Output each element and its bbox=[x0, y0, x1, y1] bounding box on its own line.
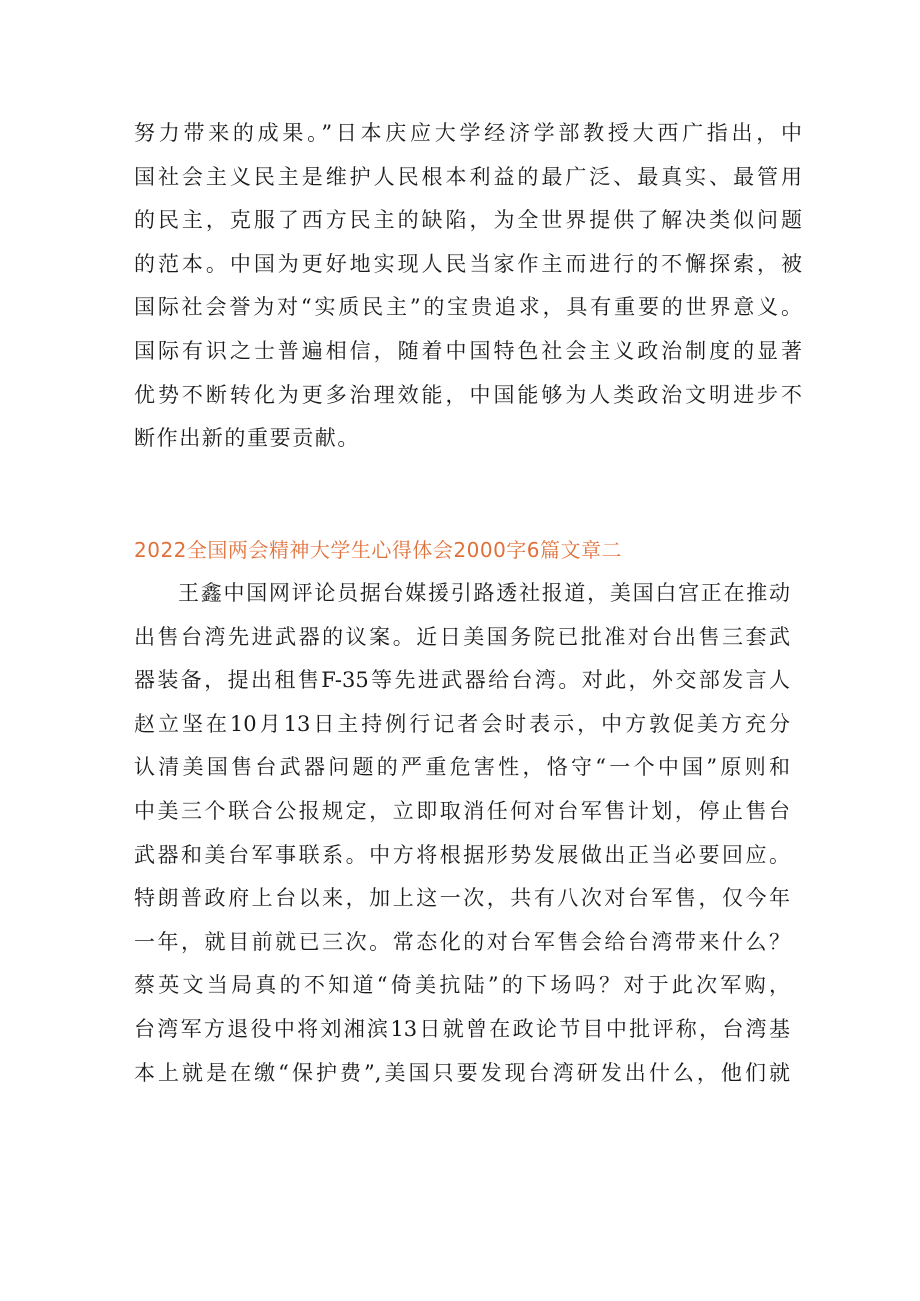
paragraph-line: 蔡英文当局真的不知道“倚美抗陆”的下场吗？对于此次军购， bbox=[134, 973, 790, 998]
paragraph-line: 赵立坚在10月13日主持例行记者会时表示，中方敦促美方充分 bbox=[134, 711, 790, 736]
paragraph-line: 王鑫中国网评论员据台媒援引路透社报道，美国白宫正在推动 bbox=[178, 581, 790, 605]
paragraph-line: 武器和美台军事联系。中方将根据形势发展做出正当必要回应。 bbox=[134, 842, 790, 867]
paragraph-line: 中美三个联合公报规定，立即取消任何对台军售计划，停止售台 bbox=[134, 798, 790, 823]
paragraph-line: 努力带来的成果。”日本庆应大学经济学部教授大西广指出，中 bbox=[134, 121, 802, 145]
paragraph-line: 出售台湾先进武器的议案。近日美国务院已批准对台出售三套武 bbox=[134, 624, 790, 649]
paragraph-2 bbox=[134, 572, 790, 1095]
paragraph-line: 认清美国售台武器问题的严重危害性，恪守“一个中国”原则和 bbox=[134, 755, 790, 780]
paragraph-line: 国际社会誉为对“实质民主”的宝贵追求，具有重要的世界意义。 bbox=[134, 295, 802, 320]
paragraph-line: 国社会主义民主是维护人民根本利益的最广泛、最真实、最管用 bbox=[134, 164, 802, 189]
paragraph-line: 断作出新的重要贡献。 bbox=[134, 426, 360, 451]
paragraph-line: 的范本。中国为更好地实现人民当家作主而进行的不懈探索，被 bbox=[134, 251, 802, 276]
section-heading: 2022全国两会精神大学生心得体会2000字6篇文章二 bbox=[134, 538, 623, 562]
paragraph-line: 特朗普政府上台以来，加上这一次，共有八次对台军售，仅今年 bbox=[134, 886, 790, 911]
paragraph-line: 台湾军方退役中将刘湘滨13日就曾在政论节目中批评称，台湾基 bbox=[134, 1016, 790, 1041]
paragraph-line: 的民主，克服了西方民主的缺陷，为全世界提供了解决类似问题 bbox=[134, 208, 802, 233]
paragraph-line: 器装备，提出租售F-35等先进武器给台湾。对此，外交部发言人 bbox=[134, 668, 790, 693]
paragraph-line: 本上就是在缴“保护费”,美国只要发现台湾研发出什么，他们就 bbox=[134, 1060, 790, 1085]
paragraph-1 bbox=[134, 112, 802, 461]
paragraph-line: 优势不断转化为更多治理效能，中国能够为人类政治文明进步不 bbox=[134, 382, 802, 407]
paragraph-line: 国际有识之士普遍相信，随着中国特色社会主义政治制度的显著 bbox=[134, 338, 802, 363]
paragraph-line: 一年，就目前就已三次。常态化的对台军售会给台湾带来什么？ bbox=[134, 929, 790, 954]
